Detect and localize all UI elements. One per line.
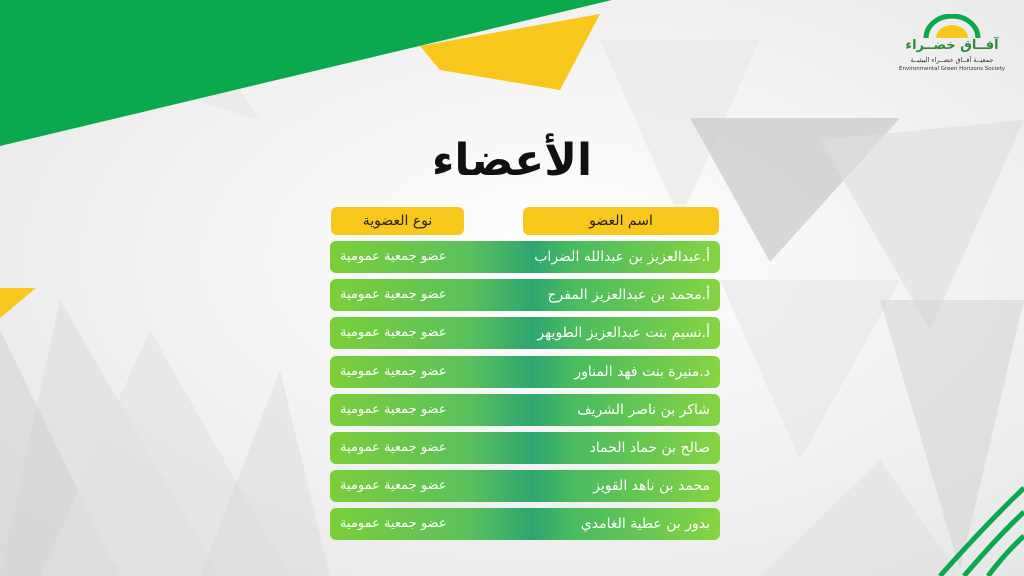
membership-type: عضو جمعية عمومية [340, 439, 447, 455]
page-title: الأعضاء [431, 135, 593, 186]
brand-name-en: Environmental Green Horizons Society [898, 66, 1005, 72]
brand-subtitle-ar: جمعيــة آفــاق خضــراء البيئيــة [910, 56, 994, 64]
table-row [330, 508, 720, 540]
table-row [330, 470, 720, 502]
sun-icon [922, 14, 982, 40]
brand-name-ar: آفــاق خضــراء [905, 38, 999, 53]
membership-type: عضو جمعية عمومية [340, 401, 447, 417]
member-name: بدور بن عطية الغامدي [580, 516, 710, 533]
member-name: شاكر بن ناصر الشريف [577, 401, 710, 418]
membership-type: عضو جمعية عمومية [340, 325, 447, 341]
table-row [330, 317, 720, 349]
members-table [330, 241, 720, 547]
table-row [330, 241, 720, 273]
membership-type: عضو جمعية عمومية [340, 516, 447, 532]
member-name: أ.محمد بن عبدالعزيز المفرج [547, 287, 710, 304]
membership-type: عضو جمعية عمومية [340, 363, 447, 379]
member-name: محمد بن ناهد القويز [593, 478, 710, 495]
member-name: أ.نسيم بنت عبدالعزيز الطويهر [537, 325, 710, 342]
table-row [330, 394, 720, 426]
member-name: صالح بن حماد الحماد [589, 439, 710, 456]
membership-type: عضو جمعية عمومية [340, 287, 447, 303]
membership-type-header: نوع العضوية [331, 207, 464, 235]
member-name: أ.عبدالعزيز بن عبدالله الضراب [534, 249, 710, 265]
brand-logo [896, 12, 1008, 92]
table-row [330, 356, 720, 388]
member-name-header: اسم العضو [523, 207, 719, 235]
member-name: د.منيرة بنت فهد المناور [574, 363, 710, 380]
membership-type: عضو جمعية عمومية [340, 478, 447, 494]
table-row [330, 432, 720, 464]
table-row [330, 279, 720, 311]
membership-type: عضو جمعية عمومية [340, 249, 447, 264]
